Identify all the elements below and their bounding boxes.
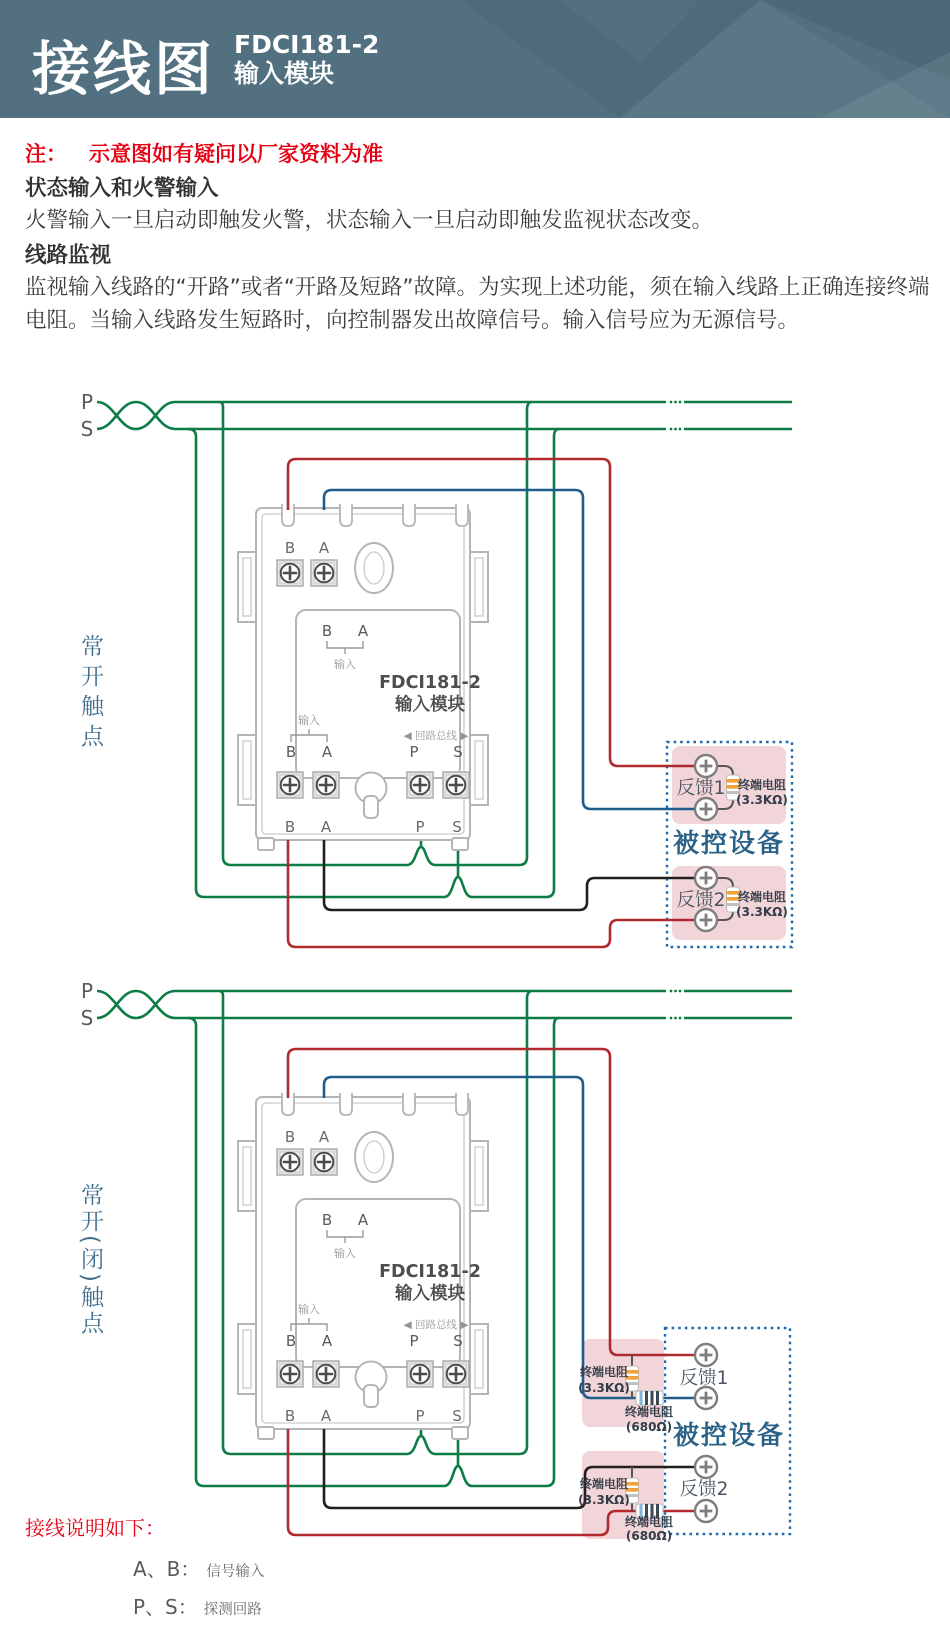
- legend-desc-ps: 探测回路: [203, 1602, 262, 1618]
- fb2-series-resistor-name-2: 终端电阻: [624, 1515, 674, 1529]
- section1-heading: 状态输入和火警输入: [25, 176, 219, 201]
- note-prefix: 注：: [25, 142, 67, 166]
- page-title: 接线图: [32, 35, 216, 103]
- header-model-block: [234, 30, 379, 88]
- feedback2-label-2: 反馈2: [679, 1479, 729, 1500]
- fb1-term-resistor-value-2: (3.3KΩ): [578, 1381, 630, 1395]
- fb2-term-resistor-value-2: (3.3KΩ): [578, 1493, 630, 1507]
- wire-red-bottom-1: [288, 840, 694, 947]
- feedback1-resistor-value-1: (3.3KΩ): [736, 793, 788, 807]
- header-model: FDCI181-2: [234, 30, 380, 59]
- feedback1-label-2: 反馈1: [679, 1368, 729, 1389]
- legend-term-ab: A、B：: [133, 1557, 201, 1581]
- legend-desc-ab: 信号输入: [206, 1564, 265, 1580]
- legend-term-ps: P、S：: [133, 1595, 198, 1619]
- controlled-device-label-2: 被控设备: [672, 1421, 786, 1451]
- feedback2-resistor-value-1: (3.3KΩ): [736, 905, 788, 919]
- contact-type-label-2: 常开(闭)触点: [77, 1183, 103, 1337]
- legend-title: 接线说明如下：: [25, 1516, 165, 1540]
- diagram-1: [81, 390, 792, 947]
- legend-item-ps: [133, 1591, 262, 1620]
- diagram-2: [81, 979, 792, 1543]
- note-text: 示意图如有疑问以厂家资料为准: [89, 142, 383, 166]
- section2-heading: 线路监视: [25, 243, 112, 268]
- section1-body: 火警输入一旦启动即触发火警，状态输入一旦启动即触发监视状态改变。: [25, 208, 714, 233]
- section2-body: 监视输入线路的“开路”或者“开路及短路”故障。为实现上述功能，须在输入线路上正确连接终端电阻。当输入线路发生短路时，向控制器发出故障信号。输入信号应为无源信号。: [25, 275, 930, 333]
- fb1-series-resistor-value-2: (680Ω): [625, 1420, 673, 1434]
- header-subtitle: 输入模块: [234, 59, 335, 88]
- feedback1-resistor-name-1: 终端电阻: [737, 778, 787, 792]
- controlled-device-label-1: 被控设备: [672, 829, 786, 859]
- feedback2-label-1: 反馈2: [676, 890, 726, 911]
- feedback1-label-1: 反馈1: [676, 778, 726, 799]
- fb2-term-resistor-name-2: 终端电阻: [579, 1477, 629, 1491]
- contact-type-label-1: 常开触点: [77, 634, 103, 754]
- factory-note: [25, 138, 383, 168]
- fb1-series-resistor-name-2: 终端电阻: [624, 1405, 674, 1419]
- feedback2-resistor-name-1: 终端电阻: [737, 890, 787, 904]
- legend-item-ab: [133, 1553, 264, 1582]
- header-banner: [0, 0, 950, 118]
- wire-black-bottom-1: [324, 840, 694, 910]
- fb2-series-resistor-value-2: (680Ω): [625, 1529, 673, 1543]
- fb1-term-resistor-name-2: 终端电阻: [579, 1365, 629, 1379]
